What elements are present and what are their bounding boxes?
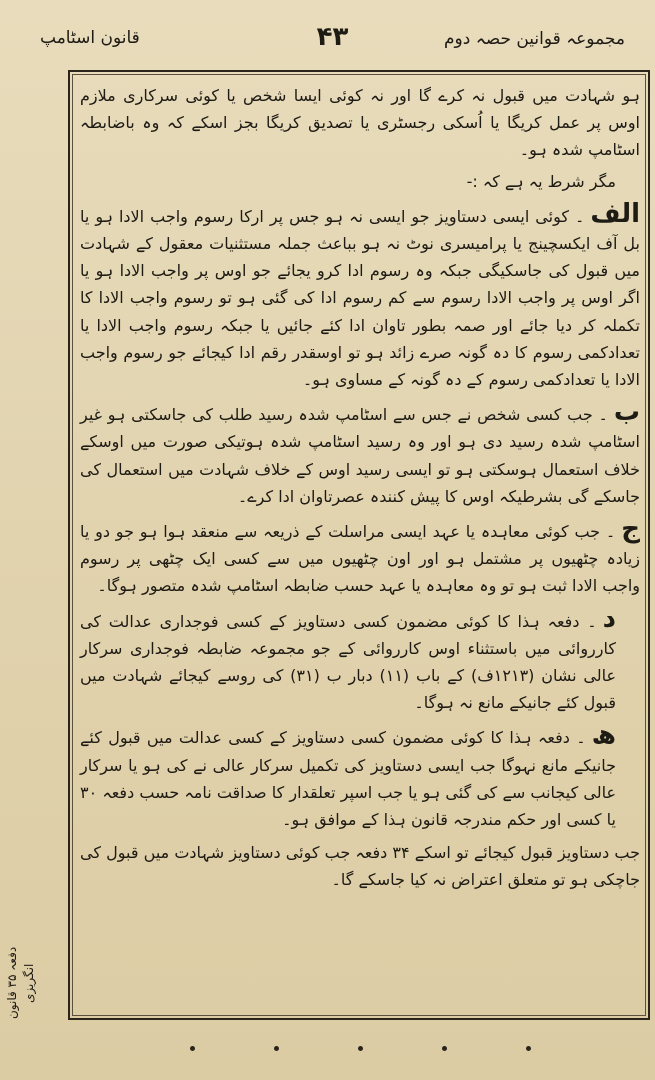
clause-letter: ھ	[591, 720, 616, 751]
paragraph-text: مگر شرط یہ ہے کہ :-	[466, 171, 616, 191]
clause-text: ۔ جب کسی شخص نے جس سے اسٹامپ شدہ رسید طلب کی جاسکتی ہو غیر اسٹامپ شدہ رسید دی ہو اور وہ رسید اسٹامپ شدہ ہوتیکی صورت میں اوسکے خلاف استعمال ہوسکتی ہو تو ایسی رسید اوس کے خلاف شہادت میں استعمال کی جاسکے گی بشرطیکہ اوس کا پیش کنندہ عصرتاوان ادا کرے۔	[80, 405, 640, 506]
footer-dots	[150, 1046, 570, 1056]
header-act-title: قانون اسٹامپ	[40, 28, 140, 48]
clause-letter: الف	[590, 198, 640, 229]
clause-jeem	[80, 516, 640, 600]
dot-mark	[190, 1046, 195, 1051]
section-34	[80, 839, 640, 893]
paragraph-1	[80, 82, 640, 164]
dot-mark	[274, 1046, 279, 1051]
clause-he	[80, 722, 640, 833]
header-book-title: مجموعہ قوانین حصہ دوم	[444, 29, 625, 49]
page-header	[40, 22, 625, 62]
paragraph-text: ہو شہادت میں قبول نہ کرے گا اور نہ کوئی ایسا شخص یا کوئی سرکاری ملازم اوس پر عمل کریگا یا اُسکی رجسٹری یا تصدیق کریگا بجز اسکے کہ وہ باضابطہ اسٹامپ شدہ ہو۔	[80, 86, 640, 160]
text-frame	[68, 70, 650, 1020]
clause-text: ۔ دفعہ ہذا کا کوئی مضمون کسی دستاویز کے کسی فوجداری عدالت کی کارروائی میں باستثناء اوس کارروائی کے جو مجموعہ ضابطہ فوجداری سرکار عالی نشان (۱۲۱۳ف) کے باب (۱۱) دبار ب (۳۱) کی روسے کیجائے شہادت میں قبول کئے جانیکے مانع نہ ہوگا۔	[80, 611, 616, 713]
clause-text: ۔ جب کوئی معاہدہ یا عہد ایسی مراسلت کے ذریعہ سے منعقد ہوا ہو جو دو یا زیادہ چٹھیوں پر مشتمل ہو اور اون چٹھیوں میں سے کسی ایک چٹھی پر رسوم واجب الادا ثبت ہو تو وہ معاہدہ یا عہد حسب ضابطہ اسٹامپ شدہ متصور ہوگا۔	[80, 522, 640, 596]
clause-be	[80, 399, 640, 510]
dot-mark	[526, 1046, 531, 1051]
clause-letter: د	[602, 603, 616, 634]
margin-note: دفعہ ۳۵ قانون انگریزی	[5, 946, 36, 1020]
body-text	[80, 82, 640, 898]
clause-letter: ب	[613, 397, 640, 428]
clause-dal	[80, 603, 640, 717]
paragraph-proviso	[80, 168, 640, 195]
clause-text: ۔ دفعہ ہذا کا کوئی مضمون کسی دستاویز کے کسی عدالت میں قبول کئے جانیکے مانع نہوگا جب ایسی دستاویز کی تکمیل سرکار عالی نے کی ہو یا سرکار عالی کیجانب سے کی گئی ہو یا جب اسپر تعلقدار کا صداقت نامہ حسب دفعہ ۳۰ یا کسی اور حکم مندرجہ قانون ہذا کے موافق ہو۔	[80, 728, 616, 830]
clause-letter: ج	[621, 514, 640, 545]
clause-text: ۔ کوئی ایسی دستاویز جو ایسی نہ ہو جس پر ارکا رسوم واجب الادا ہو یا بل آف ایکسچینج یا پرامیسری نوٹ نہ ہو بباعث جملہ مستثنیات معقول کے شہادت میں قبول کی جاسکیگی جبکہ وہ رسوم ادا کرو یجائے جو اوس پر واجب الادا ہو یا اگر اوس پر واجب الادا رسوم سے کم رسوم ادا کی گئی ہو تو رسوم واجب الادا کا تکملہ کر دیا جائے اور صمہ بطور تاوان ادا کئے جائیں یا جبکہ رسوم واجب الادا یا تعدادکمی رسوم کا دہ گونہ صرے زائد ہو تو اوسقدر رقم ادا کیجائے جو رسوم واجب الادا یا تعدادکمی رسوم کے دہ گونہ کے مساوی ہو۔	[80, 206, 640, 390]
clause-alif	[80, 198, 640, 393]
dot-mark	[358, 1046, 363, 1051]
paragraph-text: جب دستاویز قبول کیجائے تو اسکے ۳۴ دفعہ جب کوئی دستاویز شہادت میں قبول کی جاچکی ہو تو متعلق اعتراض نہ کیا جاسکے گا۔	[80, 843, 641, 890]
page-number: ۴۳	[316, 22, 349, 52]
dot-mark	[442, 1046, 447, 1051]
